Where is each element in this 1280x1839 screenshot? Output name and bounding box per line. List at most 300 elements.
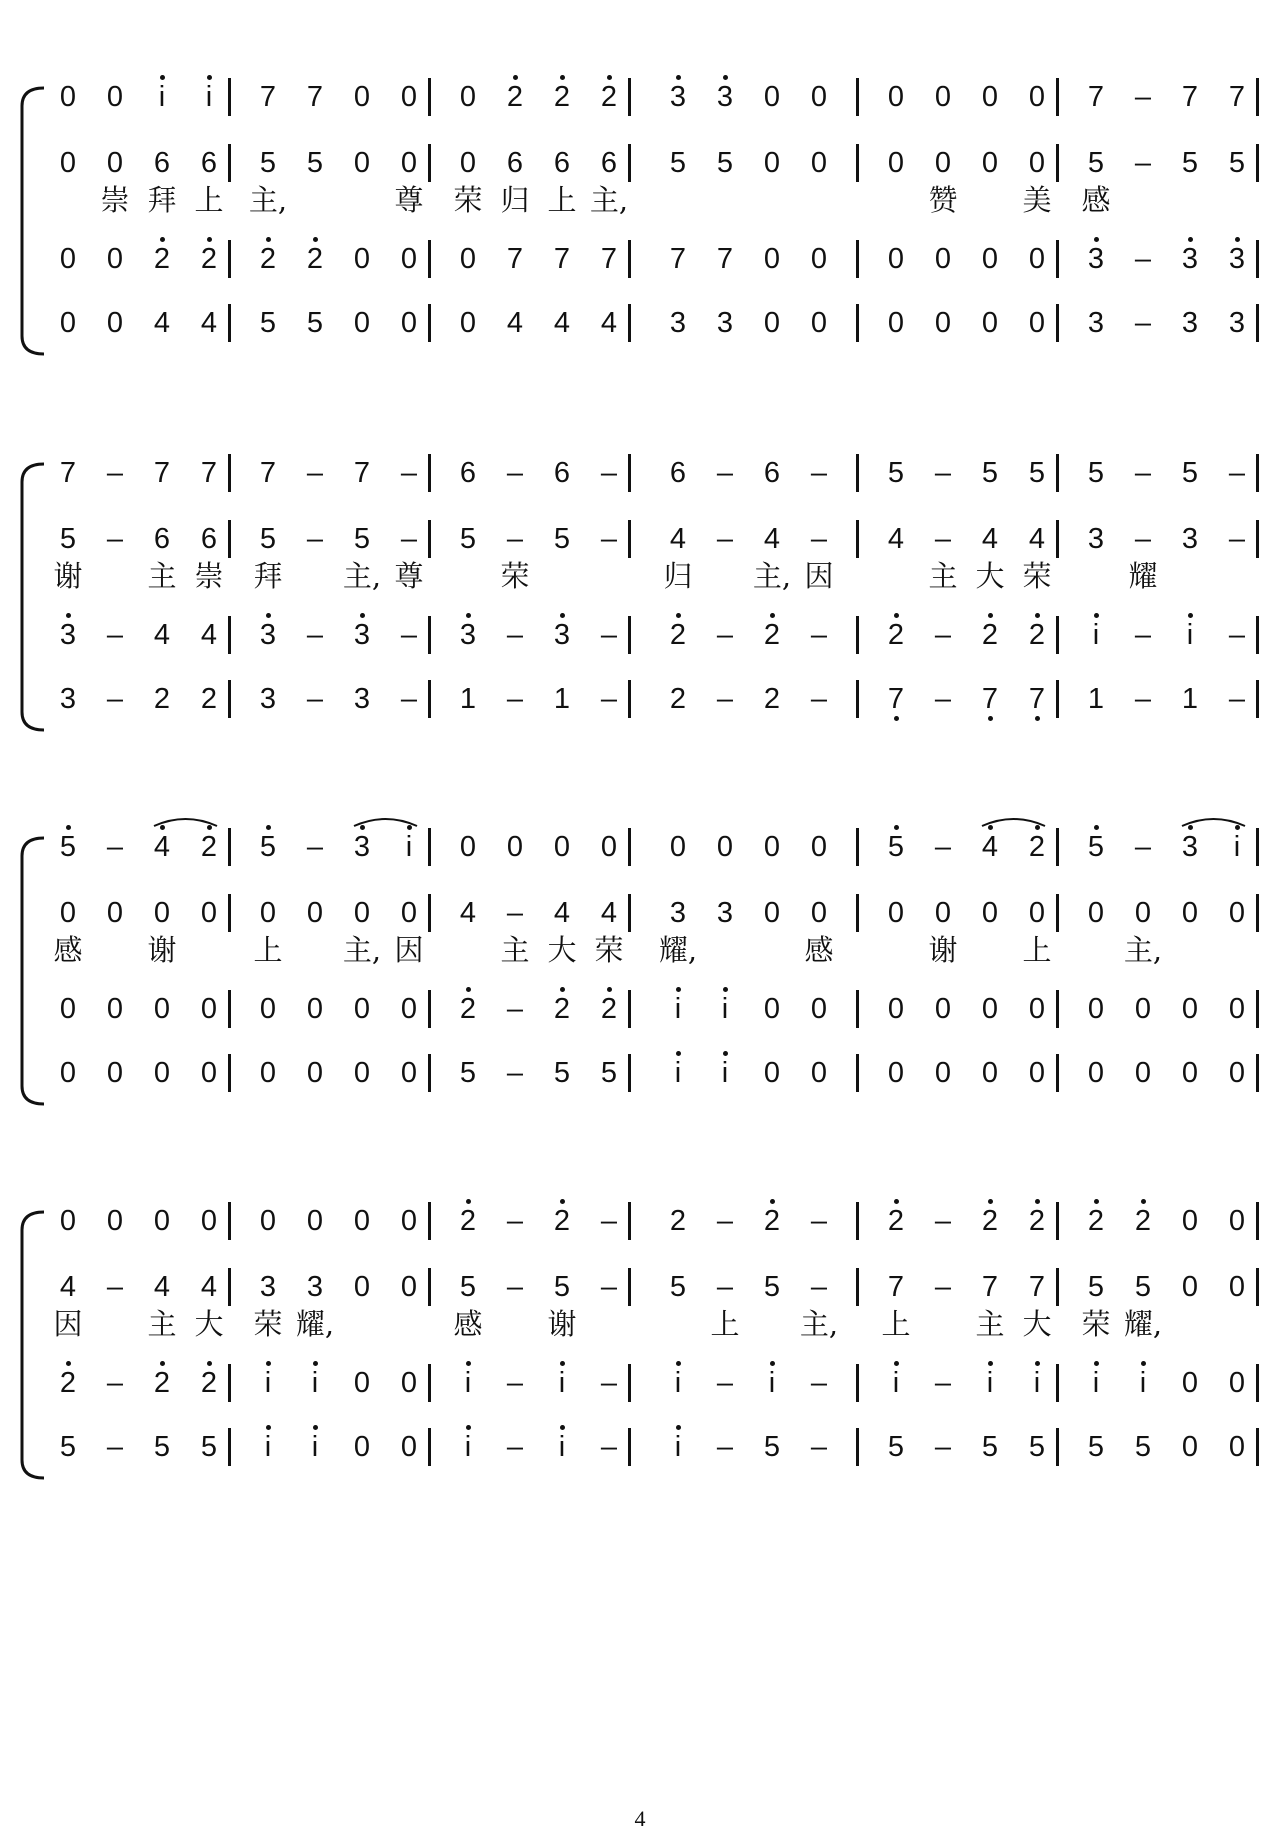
slur — [352, 814, 419, 828]
dash-symbol: – — [106, 683, 124, 715]
note-digit: 5 — [887, 457, 905, 489]
octave-dot — [466, 1199, 471, 1204]
note-digit: 0 — [763, 307, 781, 339]
barline — [628, 1054, 631, 1092]
note-digit: i — [970, 1363, 1010, 1403]
lyric-syllable: 上 — [253, 933, 283, 967]
note-digit: 4 — [142, 827, 182, 867]
note-digit: 3 — [1170, 239, 1210, 279]
note-digit: 5 — [553, 1057, 571, 1089]
note-digit: 5 — [669, 147, 687, 179]
lyric-syllable: 主 — [147, 1307, 177, 1341]
lyric-syllable: 耀, — [1123, 1307, 1163, 1341]
barline — [1256, 78, 1259, 116]
note-digit: 0 — [934, 993, 952, 1025]
voice-line — [0, 822, 1280, 872]
note-digit: 0 — [887, 993, 905, 1025]
note-digit: 0 — [153, 1205, 171, 1237]
note-digit: 5 — [459, 1057, 477, 1089]
note-digit: 5 — [459, 523, 477, 555]
note-digit: 5 — [981, 1431, 999, 1463]
note-digit: 6 — [200, 523, 218, 555]
dash-symbol: – — [600, 523, 618, 555]
note-digit: 5 — [459, 1271, 477, 1303]
note-digit: 0 — [763, 897, 781, 929]
octave-dot — [560, 1425, 565, 1430]
note-digit: 0 — [59, 993, 77, 1025]
lyric-syllable: 主 — [500, 933, 530, 967]
note-digit: 0 — [981, 243, 999, 275]
barline — [428, 240, 431, 278]
barline — [428, 454, 431, 492]
dash-symbol: – — [306, 457, 324, 489]
barline — [1256, 828, 1259, 866]
note-digit: 6 — [669, 457, 687, 489]
note-digit: 3 — [716, 897, 734, 929]
dash-symbol: – — [716, 619, 734, 651]
slur — [980, 814, 1047, 828]
note-digit: 0 — [259, 993, 277, 1025]
note-digit: 0 — [106, 81, 124, 113]
lyric-syllable: 上 — [881, 1307, 911, 1341]
dash-symbol: – — [506, 1367, 524, 1399]
note-digit: 5 — [763, 1271, 781, 1303]
note-digit: 5 — [1087, 1271, 1105, 1303]
score-system — [0, 448, 1280, 738]
note-digit: 0 — [763, 147, 781, 179]
octave-dot — [466, 1425, 471, 1430]
octave-dot — [676, 613, 681, 618]
note-digit: 0 — [353, 993, 371, 1025]
dash-symbol: – — [934, 683, 952, 715]
note-digit: 0 — [200, 993, 218, 1025]
note-digit: 0 — [353, 897, 371, 929]
note-digit: 0 — [400, 897, 418, 929]
note-digit: 0 — [934, 897, 952, 929]
score-system — [0, 822, 1280, 1112]
note-digit: 5 — [59, 523, 77, 555]
note-digit: 2 — [542, 1201, 582, 1241]
dash-symbol: – — [810, 1271, 828, 1303]
note-digit: 0 — [934, 307, 952, 339]
note-digit: 5 — [1228, 147, 1246, 179]
voice-line — [0, 1048, 1280, 1098]
note-digit: 0 — [59, 81, 77, 113]
note-digit: 0 — [1087, 1057, 1105, 1089]
dash-symbol: – — [810, 619, 828, 651]
dash-symbol: – — [306, 523, 324, 555]
note-digit: 5 — [200, 1431, 218, 1463]
dash-symbol: – — [506, 683, 524, 715]
barline — [228, 616, 231, 654]
barline — [628, 1428, 631, 1466]
octave-dot — [1094, 1199, 1099, 1204]
note-digit: 3 — [1087, 307, 1105, 339]
barline — [856, 144, 859, 182]
lyric-syllable: 因 — [394, 933, 424, 967]
dash-symbol: – — [1134, 619, 1152, 651]
note-digit: 0 — [400, 307, 418, 339]
note-digit: 2 — [542, 989, 582, 1029]
dash-symbol: – — [400, 619, 418, 651]
barline — [856, 680, 859, 718]
lyric-syllable: 大 — [975, 559, 1005, 593]
note-digit: i — [705, 989, 745, 1029]
dash-symbol: – — [810, 1205, 828, 1237]
octave-dot — [988, 1361, 993, 1366]
barline — [228, 304, 231, 342]
note-digit: 3 — [342, 827, 382, 867]
octave-dot — [1035, 1199, 1040, 1204]
octave-dot — [466, 987, 471, 992]
note-digit: i — [705, 1053, 745, 1093]
note-digit: 3 — [669, 307, 687, 339]
note-digit: 0 — [887, 1057, 905, 1089]
slur — [1180, 814, 1247, 828]
note-digit: 0 — [306, 1205, 324, 1237]
note-digit: 2 — [1017, 615, 1057, 655]
note-digit: 0 — [981, 993, 999, 1025]
barline — [856, 520, 859, 558]
lyric-syllable: 荣 — [500, 559, 530, 593]
note-digit: 0 — [810, 1057, 828, 1089]
dash-symbol: – — [1228, 683, 1246, 715]
octave-dot — [66, 1361, 71, 1366]
note-digit: 5 — [306, 307, 324, 339]
note-digit: 6 — [153, 147, 171, 179]
note-digit: 5 — [306, 147, 324, 179]
barline — [856, 894, 859, 932]
lyric-line — [0, 556, 1280, 606]
note-digit: 0 — [981, 147, 999, 179]
barline — [1256, 1428, 1259, 1466]
note-digit: 0 — [887, 81, 905, 113]
lyric-line — [0, 180, 1280, 230]
barline — [228, 144, 231, 182]
octave-dot — [1094, 1361, 1099, 1366]
note-digit: 7 — [1181, 81, 1199, 113]
dash-symbol: – — [1134, 81, 1152, 113]
barline — [856, 1202, 859, 1240]
note-digit: 0 — [106, 147, 124, 179]
dash-symbol: – — [934, 1431, 952, 1463]
barline — [428, 680, 431, 718]
note-digit: 0 — [810, 243, 828, 275]
note-digit: 0 — [153, 993, 171, 1025]
note-digit: 6 — [553, 457, 571, 489]
note-digit: i — [1076, 615, 1116, 655]
dash-symbol: – — [506, 1271, 524, 1303]
note-digit: 0 — [459, 243, 477, 275]
note-digit: 0 — [59, 307, 77, 339]
note-digit: 0 — [106, 897, 124, 929]
barline — [228, 828, 231, 866]
note-digit: 2 — [970, 615, 1010, 655]
note-digit: 0 — [506, 831, 524, 863]
note-digit: 6 — [600, 147, 618, 179]
note-digit: 0 — [981, 307, 999, 339]
lyric-syllable: 感 — [453, 1307, 483, 1341]
voice-line — [0, 234, 1280, 284]
note-digit: 3 — [353, 683, 371, 715]
note-digit: 0 — [810, 81, 828, 113]
note-digit: 4 — [200, 619, 218, 651]
note-digit: 0 — [353, 1431, 371, 1463]
note-digit: 0 — [1028, 81, 1046, 113]
octave-dot — [1094, 237, 1099, 242]
note-digit: 0 — [153, 1057, 171, 1089]
dash-symbol: – — [716, 1205, 734, 1237]
note-digit: 4 — [459, 897, 477, 929]
note-digit: 0 — [59, 897, 77, 929]
dash-symbol: – — [1134, 831, 1152, 863]
note-digit: 0 — [1028, 1057, 1046, 1089]
barline — [228, 78, 231, 116]
note-digit: 5 — [59, 1431, 77, 1463]
lyric-syllable: 荣 — [1081, 1307, 1111, 1341]
lyric-syllable: 荣 — [253, 1307, 283, 1341]
note-digit: 0 — [1228, 1367, 1246, 1399]
note-digit: i — [876, 1363, 916, 1403]
note-digit: 7 — [1228, 81, 1246, 113]
note-digit: 6 — [459, 457, 477, 489]
barline — [228, 520, 231, 558]
note-digit: 0 — [1228, 993, 1246, 1025]
note-digit: 7 — [876, 679, 916, 719]
note-digit: 2 — [189, 239, 229, 279]
note-digit: 0 — [59, 1057, 77, 1089]
lyric-syllable: 主, — [1123, 933, 1163, 967]
octave-dot — [894, 1361, 899, 1366]
dash-symbol: – — [506, 457, 524, 489]
note-digit: 4 — [600, 307, 618, 339]
dash-symbol: – — [1134, 523, 1152, 555]
barline — [1256, 1202, 1259, 1240]
dash-symbol: – — [506, 619, 524, 651]
note-digit: 1 — [553, 683, 571, 715]
note-digit: 0 — [306, 897, 324, 929]
octave-dot — [770, 1361, 775, 1366]
dash-symbol: – — [1134, 147, 1152, 179]
note-digit: 0 — [459, 307, 477, 339]
dash-symbol: – — [106, 523, 124, 555]
note-digit: i — [542, 1363, 582, 1403]
note-digit: 0 — [716, 831, 734, 863]
dash-symbol: – — [600, 1205, 618, 1237]
note-digit: 5 — [353, 523, 371, 555]
note-digit: 6 — [506, 147, 524, 179]
note-digit: 0 — [459, 831, 477, 863]
barline — [228, 454, 231, 492]
barline — [1256, 144, 1259, 182]
note-digit: 0 — [763, 831, 781, 863]
barline — [1256, 1364, 1259, 1402]
dash-symbol: – — [716, 523, 734, 555]
note-digit: 1 — [1181, 683, 1199, 715]
dash-symbol: – — [106, 1271, 124, 1303]
dash-symbol: – — [1228, 523, 1246, 555]
voice-line — [0, 298, 1280, 348]
octave-dot — [676, 987, 681, 992]
octave-dot — [560, 75, 565, 80]
lyric-syllable: 主, — [799, 1307, 839, 1341]
barline — [1056, 1364, 1059, 1402]
voice-line — [0, 72, 1280, 122]
octave-dot — [894, 716, 899, 721]
barline — [228, 240, 231, 278]
note-digit: 7 — [669, 243, 687, 275]
note-digit: 0 — [934, 1057, 952, 1089]
note-digit: 4 — [553, 897, 571, 929]
barline — [1056, 616, 1059, 654]
note-digit: 0 — [106, 307, 124, 339]
barline — [1256, 616, 1259, 654]
octave-dot — [266, 1425, 271, 1430]
barline — [1056, 144, 1059, 182]
barline — [1256, 240, 1259, 278]
barline — [1056, 1202, 1059, 1240]
lyric-syllable: 荣 — [453, 183, 483, 217]
octave-dot — [1141, 1199, 1146, 1204]
note-digit: i — [658, 1427, 698, 1467]
note-digit: 5 — [763, 1431, 781, 1463]
octave-dot — [560, 987, 565, 992]
dash-symbol: – — [400, 457, 418, 489]
dash-symbol: – — [934, 457, 952, 489]
octave-dot — [266, 825, 271, 830]
octave-dot — [266, 1361, 271, 1366]
note-digit: 0 — [1181, 1367, 1199, 1399]
dash-symbol: – — [934, 831, 952, 863]
octave-dot — [894, 825, 899, 830]
note-digit: 0 — [1028, 307, 1046, 339]
voice-line — [0, 674, 1280, 724]
note-digit: 0 — [353, 147, 371, 179]
octave-dot — [676, 1425, 681, 1430]
note-digit: 7 — [200, 457, 218, 489]
octave-dot — [313, 1425, 318, 1430]
note-digit: 7 — [153, 457, 171, 489]
note-digit: 2 — [142, 239, 182, 279]
note-digit: 0 — [400, 1271, 418, 1303]
note-digit: 0 — [669, 831, 687, 863]
note-digit: 0 — [763, 993, 781, 1025]
octave-dot — [560, 1361, 565, 1366]
note-digit: 0 — [1228, 897, 1246, 929]
lyric-syllable: 大 — [1022, 1307, 1052, 1341]
barline — [228, 990, 231, 1028]
lyric-syllable: 因 — [804, 559, 834, 593]
note-digit: 5 — [1134, 1271, 1152, 1303]
lyric-syllable: 荣 — [594, 933, 624, 967]
dash-symbol: – — [600, 1431, 618, 1463]
octave-dot — [894, 1199, 899, 1204]
barline — [428, 616, 431, 654]
note-digit: 7 — [59, 457, 77, 489]
barline — [1056, 680, 1059, 718]
octave-dot — [313, 237, 318, 242]
lyric-syllable: 崇 — [194, 559, 224, 593]
note-digit: 4 — [153, 307, 171, 339]
note-digit: 5 — [1028, 457, 1046, 489]
note-digit: 0 — [887, 147, 905, 179]
barline — [1056, 240, 1059, 278]
note-digit: 2 — [189, 827, 229, 867]
note-digit: 0 — [400, 1367, 418, 1399]
note-digit: 7 — [1017, 679, 1057, 719]
barline — [1056, 990, 1059, 1028]
dash-symbol: – — [106, 619, 124, 651]
barline — [856, 454, 859, 492]
note-digit: i — [248, 1427, 288, 1467]
octave-dot — [1188, 237, 1193, 242]
voice-line — [0, 984, 1280, 1034]
lyric-line — [0, 930, 1280, 980]
note-digit: i — [1217, 827, 1257, 867]
barline — [428, 520, 431, 558]
barline — [428, 1428, 431, 1466]
octave-dot — [723, 1051, 728, 1056]
note-digit: 2 — [189, 1363, 229, 1403]
barline — [1056, 304, 1059, 342]
note-digit: i — [189, 77, 229, 117]
note-digit: 0 — [810, 897, 828, 929]
note-digit: 3 — [48, 615, 88, 655]
barline — [856, 828, 859, 866]
note-digit: 5 — [669, 1271, 687, 1303]
octave-dot — [207, 75, 212, 80]
page-number: 4 — [634, 1806, 646, 1831]
note-digit: 0 — [1028, 897, 1046, 929]
octave-dot — [207, 1361, 212, 1366]
note-digit: 0 — [1134, 897, 1152, 929]
note-digit: 7 — [259, 457, 277, 489]
note-digit: i — [448, 1427, 488, 1467]
octave-dot — [1188, 613, 1193, 618]
score-system — [0, 72, 1280, 362]
note-digit: 0 — [200, 1205, 218, 1237]
voice-line — [0, 448, 1280, 498]
lyric-syllable: 耀 — [1128, 559, 1158, 593]
note-digit: 0 — [887, 897, 905, 929]
lyric-syllable: 尊 — [394, 183, 424, 217]
lyric-syllable: 感 — [804, 933, 834, 967]
note-digit: 5 — [876, 827, 916, 867]
octave-dot — [723, 75, 728, 80]
note-digit: 3 — [306, 1271, 324, 1303]
dash-symbol: – — [506, 1431, 524, 1463]
lyric-syllable: 主, — [342, 933, 382, 967]
barline — [228, 894, 231, 932]
note-digit: 0 — [353, 1057, 371, 1089]
note-digit: 7 — [716, 243, 734, 275]
note-digit: 4 — [763, 523, 781, 555]
note-digit: 0 — [400, 147, 418, 179]
dash-symbol: – — [716, 457, 734, 489]
note-digit: i — [142, 77, 182, 117]
note-digit: 2 — [153, 683, 171, 715]
note-digit: 2 — [295, 239, 335, 279]
note-digit: 3 — [59, 683, 77, 715]
octave-dot — [66, 613, 71, 618]
lyric-syllable: 感 — [53, 933, 83, 967]
note-digit: 5 — [153, 1431, 171, 1463]
note-digit: 2 — [669, 1205, 687, 1237]
note-digit: 2 — [1017, 1201, 1057, 1241]
note-digit: 7 — [306, 81, 324, 113]
note-digit: 5 — [1181, 457, 1199, 489]
octave-dot — [313, 1361, 318, 1366]
